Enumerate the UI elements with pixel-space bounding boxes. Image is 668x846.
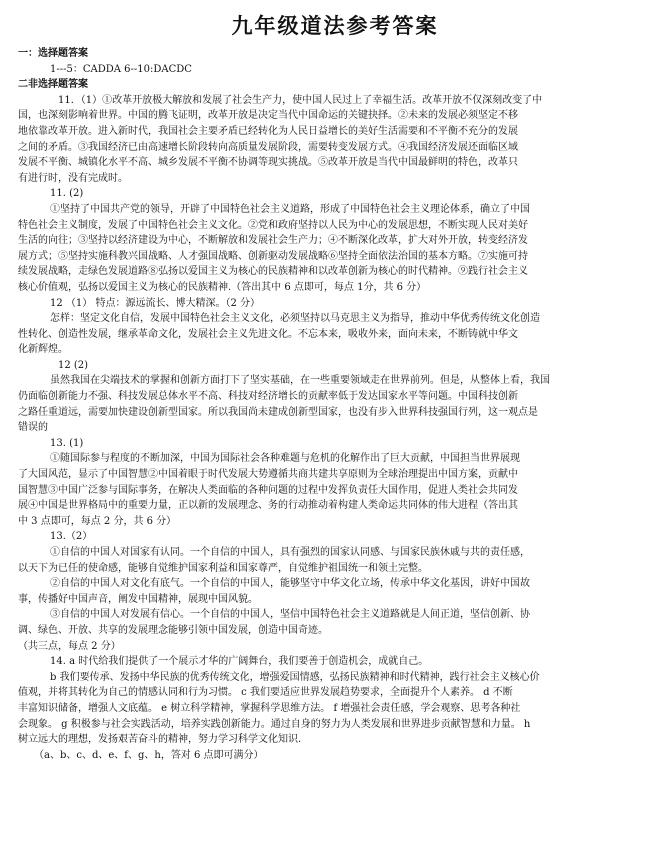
- text-line: （共三点，每点 2 分）: [18, 640, 121, 652]
- q12-part2-heading: 12 (2): [58, 359, 89, 371]
- text-line: ①坚持了中国共产党的领导，开辟了中国特色社会主义道路，形成了中国特色社会主义理论体系，确立了中国: [50, 203, 530, 215]
- text-line: 仍面临创新能力不强、科技发展总体水平不高、科技对经济增长的贡献率低于发达国家水平等问题。中国科技创新: [18, 391, 518, 403]
- choice-answers: 1---5：CADDA 6--10:DACDC: [50, 63, 192, 75]
- text-line: 生活的向往；③坚持以经济建设为中心，不断解放和发展社会生产力；④不断深化改革，扩大对外开放，转变经济发: [18, 235, 528, 247]
- text-line: 丰富知识储备，增强人文底蕴。 e 树立科学精神，掌握科学思维方法。 f 增强社会责任感，学会观察、思考各种社: [18, 702, 521, 714]
- text-line: 会现象。 g 积极参与社会实践活动，培养实践创新能力。通过自身的努力为人类发展和世界进步贡献智慧和力量。 h: [18, 718, 531, 730]
- q13-part1-answer: [18, 451, 652, 529]
- text-line: 国智慧③中国广泛参与国际事务，在解决人类面临的各种问题的过程中发挥负责任大国作用，促进人类社会共同发: [18, 484, 518, 496]
- q12-part1-answer: [18, 296, 652, 358]
- text-line: 值观，并将其转化为自己的情感认同和行为习惯。 c 我们要适应世界发展趋势要求，全面提升个人素养。 d 不断: [18, 687, 513, 699]
- text-line: 以天下为已任的使命感，能够自觉维护国家利益和国家尊严，自觉维护祖国统一和领土完整。: [18, 562, 428, 574]
- text-line: 中 3 点即可，每点 2 分，共 6 分）: [18, 515, 177, 527]
- q13-part2-heading: 13.（2）: [50, 531, 93, 543]
- text-line: ①随国际参与程度的不断加深，中国为国际社会各种难题与危机的化解作出了巨大贡献，中国担当世界展现: [50, 453, 520, 465]
- text-line: 之路任重道远，需要加快建设创新型国家。所以我国尚未建成创新型国家，也没有步入世界科技强国行列，这一观点是: [18, 406, 538, 418]
- section2-heading: 二非选择题答案: [18, 79, 88, 91]
- q11-part2-heading: 11. (2): [50, 188, 84, 200]
- q13-part1-heading: 13. (1): [50, 437, 84, 449]
- text-line: 续发展战略，走绿色发展道路⑧弘扬以爱国主义为核心的民族精神和以改革创新为核心的时代精神。⑨践行社会主义: [18, 266, 528, 278]
- text-line: 11．（1）①改革开放极大解放和发展了社会生产力，使中国人民过上了幸福生活。改革开放不仅深刻改变了中: [58, 94, 543, 106]
- text-line: 性转化、创造性发展，继承革命文化，发展社会主义先进文化。不忘本来，吸收外来，面向未来，不断铸就中华文: [18, 328, 518, 340]
- text-line: 发展不平衡、城镇化水平不高、城乡发展不平衡不协调等现实挑战。⑤改革开放是当代中国最鲜明的特色，改革只: [18, 157, 518, 169]
- text-line: b 我们要传承、发扬中华民族的优秀传统文化，增强爱国情感，弘扬民族精神和时代精神，践行社会主义核心价: [50, 671, 540, 683]
- q12-part2-answer: [18, 373, 652, 435]
- text-line: 14. a 时代给我们提供了一个展示才华的广阔舞台，我们要善于创造机会，成就自己。: [50, 656, 429, 668]
- text-line: 展④中国是世界格局中的重要力量，正以新的发展理念、务的行动推动着构建人类命运共同体的伟大进程（答出其: [18, 500, 518, 512]
- text-line: 虽然我国在尖端技术的掌握和创新方面打下了坚实基础，在一些重要领域走在世界前列。但是，从整体上看，我国: [50, 375, 550, 387]
- text-line: 核心价值观，弘扬以爱国主义为核心的民族精神.（答出其中 6 点即可，每点 1分，共 6 分）: [18, 281, 427, 293]
- text-line: 地依靠改革开放。进入新时代，我国社会主要矛盾已经转化为人民日益增长的美好生活需要和不平衡不充分的发展: [18, 125, 518, 137]
- text-line: 事，传播好中国声音，阐发中国精神，展现中国风貌。: [18, 593, 258, 605]
- text-line: 国，也深刻影响着世界。中国的腾飞证明，改革开放是决定当代中国命运的关键抉择。②未来的发展必须坚定不移: [18, 110, 518, 122]
- text-line: 展方式；⑤坚持实施科教兴国战略、人才强国战略、创新驱动发展战略⑥坚持全面依法治国的基本方略。⑦实施可持: [18, 250, 528, 262]
- text-line: 错误的: [18, 422, 48, 434]
- q11-part2-answer: [18, 202, 652, 296]
- text-line: 调、绿色、开放、共享的发展理念能够引领中国发展，创造中国奇迹。: [18, 624, 328, 636]
- q13-part2-answer: [18, 545, 652, 654]
- text-line: 怎样：坚定文化自信，发展中国特色社会主义文化，必须坚持以马克思主义为指导，推动中华优秀传统文化创造: [50, 313, 540, 325]
- text-line: 12 （1） 特点：源远流长、博大精深。（2 分）: [50, 297, 260, 309]
- section1-heading: 一：选择题答案: [18, 48, 88, 59]
- text-line: （a、b、c、d、e、f、g、h，答对 6 点即可满分）: [34, 749, 264, 761]
- text-line: 有进行时，没有完成时。: [18, 172, 128, 184]
- text-line: 树立远大的理想，发扬艰苦奋斗的精神，努力学习科学文化知识.: [18, 734, 302, 746]
- text-line: 之间的矛盾。③我国经济已由高速增长阶段转向高质量发展阶段，需要转变发展方式。④我国经济发展还面临区域: [18, 141, 518, 153]
- text-line: 了大国风范，显示了中国智慧②中国着眼于时代发展大势遵循共商共建共享原则为全球治理提出中国方案，贡献中: [18, 469, 518, 481]
- text-line: ②自信的中国人对文化有底气。一个自信的中国人，能够坚守中华文化立场，传承中华文化基因，讲好中国故: [50, 578, 530, 590]
- text-line: ③自信的中国人对发展有信心。一个自信的中国人，坚信中国特色社会主义道路就是人间正道，坚信创新、协: [50, 609, 530, 621]
- page-title: 九年级道法参考答案: [231, 13, 439, 38]
- text-line: ①自信的中国人对国家有认同。一个自信的中国人，具有强烈的国家认同感、与国家民族休戚与共的责任感，: [50, 547, 530, 558]
- text-line: 特色社会主义制度，发展了中国特色社会主义文化。②党和政府坚持以人民为中心的发展思想，不断实现人民对美好: [18, 219, 528, 231]
- text-line: 化新辉煌。: [18, 344, 68, 356]
- q11-part1-answer: [18, 93, 652, 187]
- q14-answer: [18, 654, 652, 763]
